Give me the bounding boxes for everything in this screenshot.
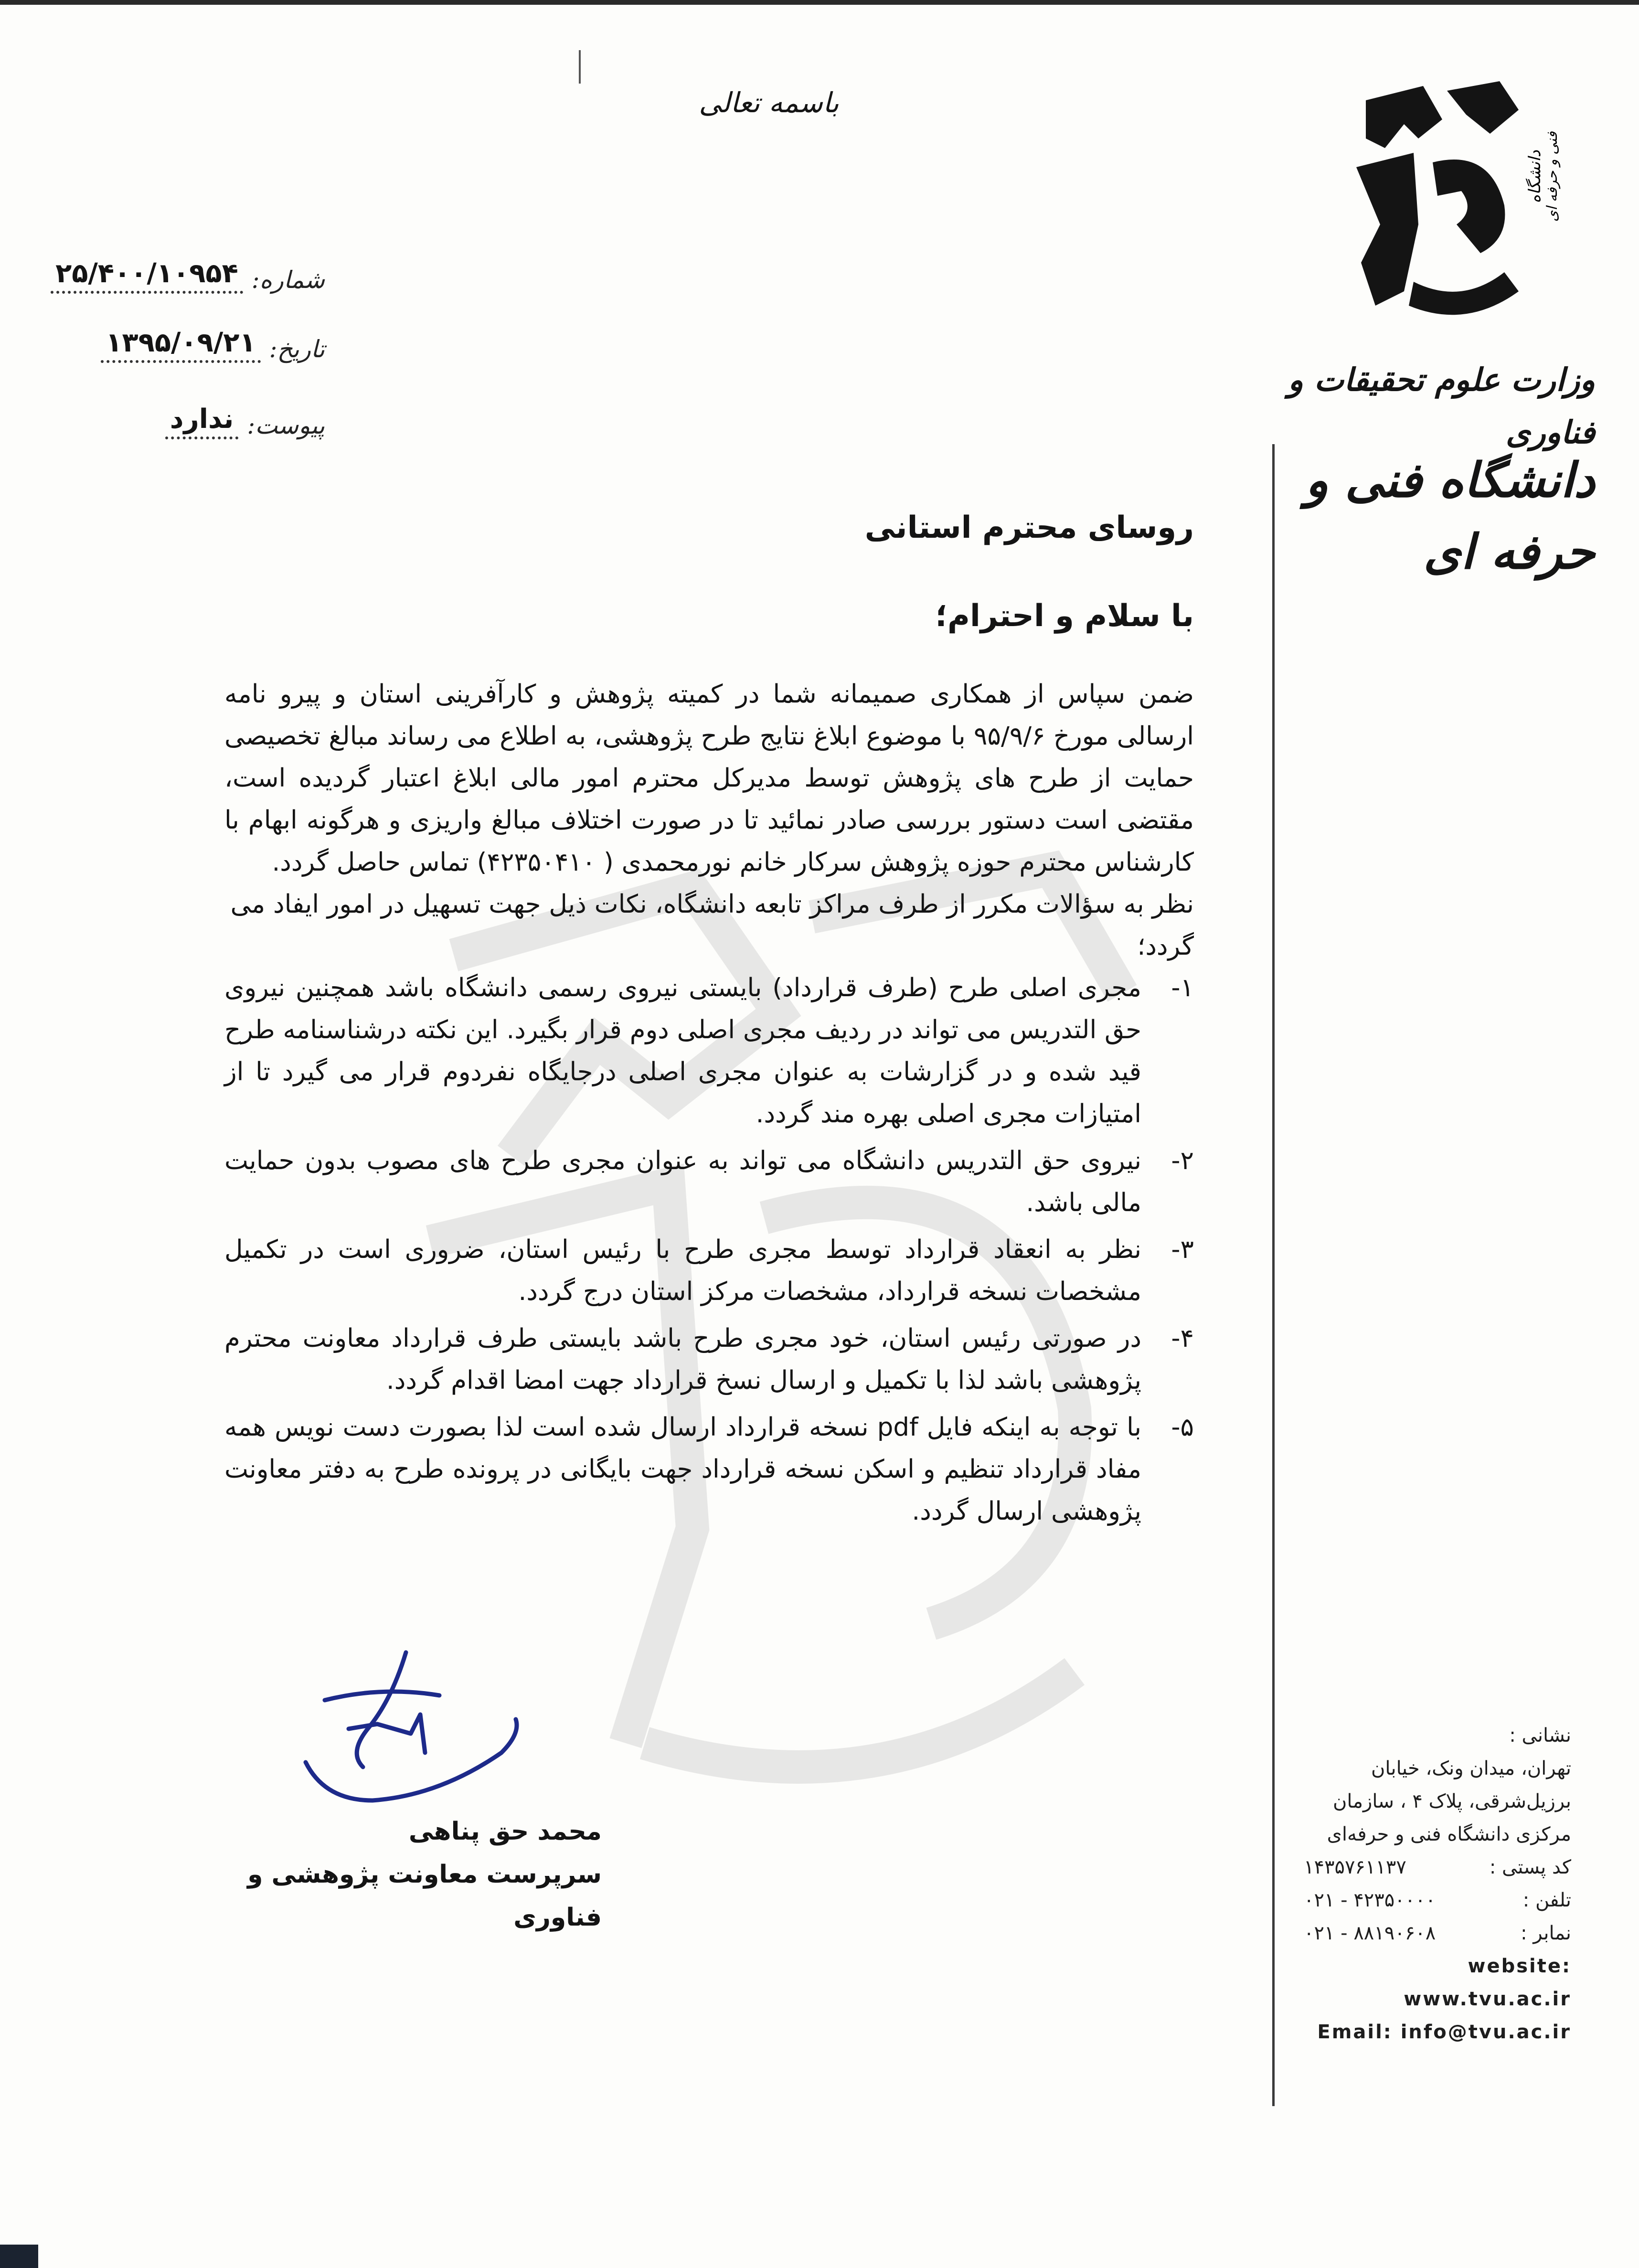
phone-label: تلفن : [1522,1889,1571,1911]
fax-label: نمابر : [1521,1922,1571,1944]
list-item [224,967,1194,1135]
list-item-number: ۲- [1171,1146,1194,1175]
list-item [224,1406,1194,1533]
attachment-row [76,392,325,439]
greeting: با سلام و احترام؛ [935,598,1194,634]
phone-row [1304,1884,1571,1917]
list-item-text: مجری اصلی طرح (طرف قرارداد) بایستی نیروی رسمی دانشگاه باشد همچنین نیروی حق التدریس می تواند در ردیف مجری اصلی دوم قرار بگیرد. این نکته درشناسنامه طرح قید شده و در گزارشات به عنوان مجری اصلی درجایگاه نفردوم قرار می گیرد تا از امتیازات مجری اصلی بهره مند گردد. [224,973,1141,1129]
attachment-value: ندارد [165,404,239,439]
letter-date-row [76,315,325,363]
list-item-text: نیروی حق التدریس دانشگاه می تواند به عنوان مجری طرح های مصوب بدون حمایت مالی باشد. [224,1146,1141,1217]
email: Email: info@tvu.ac.ir [1317,2021,1571,2043]
logo-caption-1: دانشگاه [1525,150,1544,203]
corner-badge [0,2245,38,2268]
postal-code-row [1304,1851,1571,1884]
list-item-number: ۱- [1171,973,1194,1002]
letter-date-label: تاریخ: [269,335,325,363]
list-item-text: نظر به انعقاد قرارداد توسط مجری طرح با رئیس استان، ضروری است در تکمیل مشخصات نسخه قرارداد، مشخصات مرکز استان درج گردد. [224,1235,1141,1306]
logo-caption-2: فنی و حرفه ای [1544,131,1561,222]
margin-rule [1272,444,1275,2106]
list-item [224,1229,1194,1313]
ministry-name: وزارت علوم تحقیقات و فناوری [1288,361,1595,451]
handwritten-signature [296,1643,544,1824]
letter-number-label: شماره: [251,266,325,294]
list-item-number: ۵- [1171,1413,1194,1442]
website: website: www.tvu.ac.ir [1404,1955,1571,2010]
top-border [0,0,1639,5]
address-line-3: مرکزی دانشگاه فنی و حرفه‌ای [1327,1823,1571,1845]
intro-note: نظر به سؤالات مکرر از طرف مراکز تابعه دانشگاه، نکات ذیل جهت تسهیل در امور ایفاد می گردد؛ [230,890,1194,961]
letter-date-value: ۱۳۹۵/۰۹/۲۱ [101,327,260,363]
numbered-list [224,967,1194,1537]
list-item-number: ۳- [1171,1235,1194,1264]
letter-number-value: ۲۵/۴۰۰/۱۰۹۵۴ [51,258,243,294]
fax-value: ۰۲۱ - ۸۸۱۹۰۶۰۸ [1304,1922,1436,1944]
address-label: نشانی : [1509,1725,1571,1746]
address-line-2: برزیل‌شرقی، پلاک ۴ ، سازمان [1333,1790,1571,1812]
recipient: روسای محترم استانی [864,510,1194,545]
attachment-label: پیوست: [247,412,325,439]
intro-paragraph: ضمن سپاس از همکاری صمیمانه شما در کمیته پژوهش و کارآفرینی استان و پیرو نامه ارسالی مورخ ۹۵/۹/۶ با موضوع ابلاغ نتایج طرح پژوهشی، به اطلاع می رساند مبالغ تخصیصی حمایت از طرح های پژوهش توسط مدیرکل محترم امور مالی ابلاغ اعتبار گردیده است، مقتضی است دستور بررسی صادر نمائید تا در صورت اختلاف مبالغ واریزی و هرگونه ابهام با کارشناس محترم حوزه پژوهش سرکار خانم نورمحمدی ( ۴۲۳۵۰۴۱۰) تماس حاصل گردد. [224,680,1194,877]
letter-number-row [55,246,325,294]
list-item [224,1318,1194,1402]
address-line-1: تهران، میدان ونک، خیابان [1371,1757,1571,1779]
list-item-number: ۴- [1171,1324,1194,1353]
list-item-text: با توجه به اینکه فایل pdf نسخه قرارداد ارسال شده است لذا بصورت دست نویس همه مفاد قرارداد تنظیم و اسکن نسخه قرارداد جهت بایگانی در پرونده طرح به دفتر معاونت پژوهشی ارسال گردد. [224,1413,1141,1526]
address-block [1304,1719,1571,2049]
list-item [224,1140,1194,1224]
university-name: دانشگاه فنی و حرفه ای [1305,452,1595,580]
basmala: باسمه تعالی [699,86,839,119]
letter-intro [224,673,1194,968]
phone-value: ۰۲۱ - ۴۲۳۵۰۰۰۰ [1304,1889,1436,1911]
fax-row [1304,1917,1571,1950]
university-logo [1347,81,1571,320]
signer-title: سرپرست معاونت پژوهشی و فناوری [247,1860,602,1932]
signer-name: محمد حق پناهی [408,1817,602,1846]
fold-mark [579,50,581,84]
list-item-text: در صورتی رئیس استان، خود مجری طرح باشد بایستی طرف قرارداد معاونت محترم پژوهشی باشد لذا با تکمیل و ارسال نسخ قرارداد جهت امضا اقدام گردد. [224,1324,1141,1395]
postal-code-label: کد پستی : [1489,1856,1571,1878]
postal-code-value: ۱۴۳۵۷۶۱۱۳۷ [1304,1856,1406,1878]
